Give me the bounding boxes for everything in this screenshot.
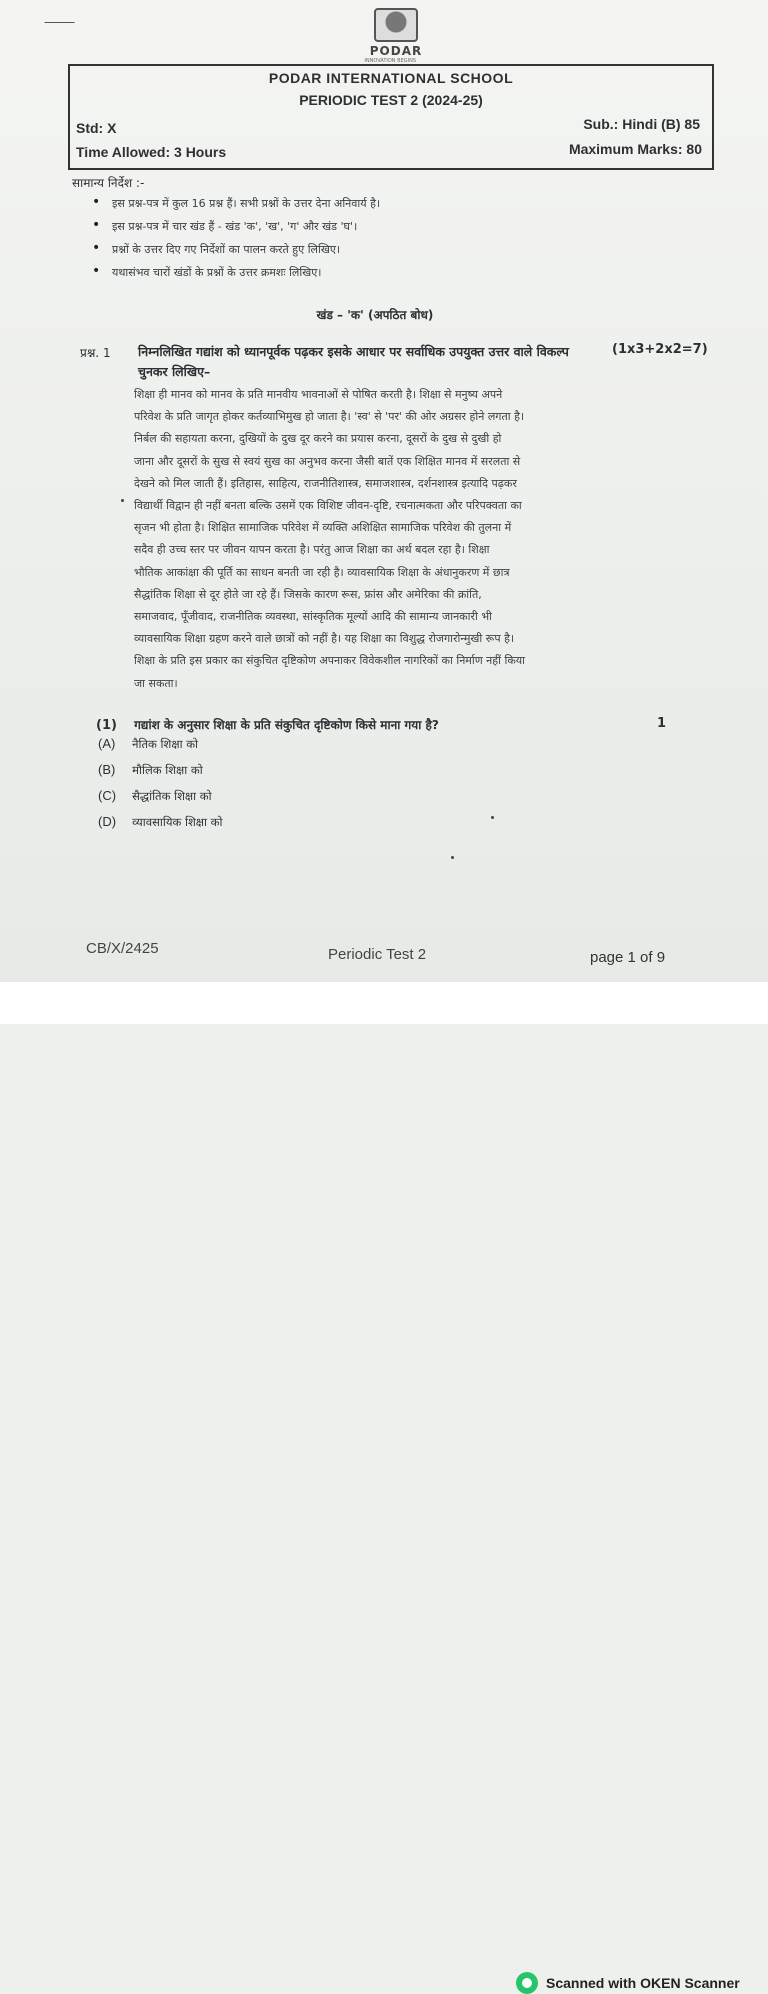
speck bbox=[121, 499, 124, 502]
option-label: (D) bbox=[98, 814, 117, 829]
question-marks: (1x3+2x2=7) bbox=[612, 342, 708, 357]
scanner-watermark bbox=[516, 1972, 740, 1994]
sub-question bbox=[96, 716, 439, 733]
option-label: (B) bbox=[98, 762, 116, 777]
time-allowed: Time Allowed: 3 Hours bbox=[76, 144, 227, 160]
logo-name: PODAR bbox=[369, 44, 423, 58]
passage-line: व्यावसायिक शिक्षा ग्रहण करने वाले छात्रों को नहीं है। यह शिक्षा का विशुद्ध रोजगारोन्मुखी रूप है। bbox=[134, 632, 515, 646]
passage-line: निर्बल की सहायता करना, दुखियों के दुख दूर करने का प्रयास करना, दूसरों के दुख से दुखी हो bbox=[134, 432, 502, 446]
subject: Sub.: Hindi (B) 85 bbox=[583, 116, 700, 132]
option-label: (A) bbox=[98, 736, 116, 751]
sub-question-marks: 1 bbox=[657, 716, 667, 731]
question-paper-page bbox=[0, 0, 768, 982]
passage-line: शिक्षा ही मानव को मानव के प्रति मानवीय भावनाओं से पोषित करती है। शिक्षा से मनुष्य अपने bbox=[134, 388, 503, 401]
passage-line: विद्यार्थी विद्वान ही नहीं बनता बल्कि उसमें एक विशिष्ट जीवन-दृष्टि, रचनात्मकता और परिपक्वता का bbox=[134, 499, 522, 513]
passage-line: सृजन भी होता है। शिक्षित सामाजिक परिवेश में व्यक्ति अशिक्षित सामाजिक परिवेश की तुलना में bbox=[134, 521, 512, 535]
instruction-item: • इस प्रश्न-पत्र में कुल 16 प्रश्न हैं। सभी प्रश्नों के उत्तर देना अनिवार्य है। bbox=[92, 196, 380, 219]
corner-mark bbox=[22, 0, 75, 23]
scanner-watermark-bar bbox=[0, 982, 768, 1991]
school-logo bbox=[364, 8, 428, 64]
section-heading-text: खंड – 'क' (अपठित बोध) bbox=[316, 308, 434, 322]
standard: Std: X bbox=[76, 120, 117, 136]
instructions-list bbox=[92, 196, 380, 288]
passage-line: देखने को मिल जाती हैं। इतिहास, साहित्य, राजनीतिशास्त्र, समाजशास्त्र, दर्शनशास्त्र इत्यादि पढ़कर bbox=[134, 476, 517, 490]
passage-line: जाना और दूसरों के सुख से स्वयं सुख का अनुभव करना जैसी बातें एक शिक्षित मानव में सरलता से bbox=[134, 454, 521, 468]
speck bbox=[491, 816, 494, 819]
option-c bbox=[98, 788, 223, 814]
option-d bbox=[98, 814, 223, 840]
scanner-label: Scanned with OKEN Scanner bbox=[546, 1975, 740, 1991]
maximum-marks: Maximum Marks: 80 bbox=[568, 141, 702, 157]
question-text: निम्नलिखित गद्यांश को ध्यानपूर्वक पढ़कर इसके आधार पर सर्वाधिक उपयुक्त उत्तर वाले विकल्प चुनकर लिखिए– bbox=[138, 344, 569, 379]
options-list bbox=[98, 736, 223, 840]
section-heading bbox=[0, 306, 768, 323]
option-text: नैतिक शिक्षा को bbox=[132, 737, 199, 751]
speck bbox=[451, 856, 454, 859]
page-number: page 1 of 9 bbox=[590, 949, 666, 966]
header-box bbox=[68, 64, 714, 170]
passage-line: समाजवाद, पूँजीवाद, राजनीतिक व्यवस्था, सांस्कृतिक मूल्यों आदि की सामान्य जानकारी भी bbox=[134, 610, 492, 624]
option-text: मौलिक शिक्षा को bbox=[132, 763, 203, 777]
option-b bbox=[98, 762, 223, 788]
option-label: (C) bbox=[98, 788, 117, 803]
footer-test-name: Periodic Test 2 bbox=[328, 946, 427, 963]
passage-line: जा सकता। bbox=[134, 676, 178, 690]
oken-scanner-icon bbox=[516, 1972, 538, 1994]
option-a bbox=[98, 736, 223, 762]
paper-code: CB/X/2425 bbox=[86, 940, 159, 957]
passage-line: शिक्षा के प्रति इस प्रकार का संकुचित दृष्टिकोण अपनाकर विवेकशील नागरिकों का निर्माण नहीं किया bbox=[134, 654, 525, 668]
sub-question-number: (1) bbox=[96, 718, 117, 733]
instruction-item: • प्रश्नों के उत्तर दिए गए निर्देशों का पालन करते हुए लिखिए। bbox=[92, 242, 380, 265]
logo-subtitle: INNOVATION BEGINS bbox=[364, 58, 416, 64]
tree-logo-icon bbox=[374, 8, 418, 42]
option-text: व्यावसायिक शिक्षा को bbox=[132, 815, 223, 829]
school-name: PODAR INTERNATIONAL SCHOOL bbox=[268, 70, 514, 86]
passage-line: सैद्धांतिक शिक्षा से दूर होते जा रहे हैं। जिसके कारण रूस, फ्रांस और अमेरिका की क्रांति, bbox=[134, 587, 482, 601]
instruction-item: • यथासंभव चारों खंडों के प्रश्नों के उत्तर क्रमशः लिखिए। bbox=[92, 265, 380, 288]
option-text: सैद्धांतिक शिक्षा को bbox=[132, 789, 212, 803]
passage-line: परिवेश के प्रति जागृत होकर कर्तव्याभिमुख हो जाता है। 'स्व' से 'पर' की ओर अग्रसर होने लगता है। bbox=[134, 410, 525, 424]
passage-line: सदैव ही उच्च स्तर पर जीवन यापन करता है। परंतु आज शिक्षा का अर्थ बदल रहा है। शिक्षा bbox=[134, 543, 490, 557]
instructions-title: सामान्य निर्देश :- bbox=[72, 176, 145, 190]
passage bbox=[134, 384, 604, 695]
question-number: प्रश्न. 1 bbox=[80, 346, 111, 360]
test-title: PERIODIC TEST 2 (2024-25) bbox=[299, 92, 483, 108]
passage-line: भौतिक आकांक्षा की पूर्ति का साधन बनती जा रही है। व्यावसायिक शिक्षा के अंधानुकरण में छात्र bbox=[134, 565, 510, 579]
instruction-item: • इस प्रश्न-पत्र में चार खंड हैं - खंड 'क', 'ख', 'ग' और खंड 'घ'। bbox=[92, 219, 380, 242]
sub-question-text: गद्यांश के अनुसार शिक्षा के प्रति संकुचित दृष्टिकोण किसे माना गया है? bbox=[134, 718, 439, 732]
